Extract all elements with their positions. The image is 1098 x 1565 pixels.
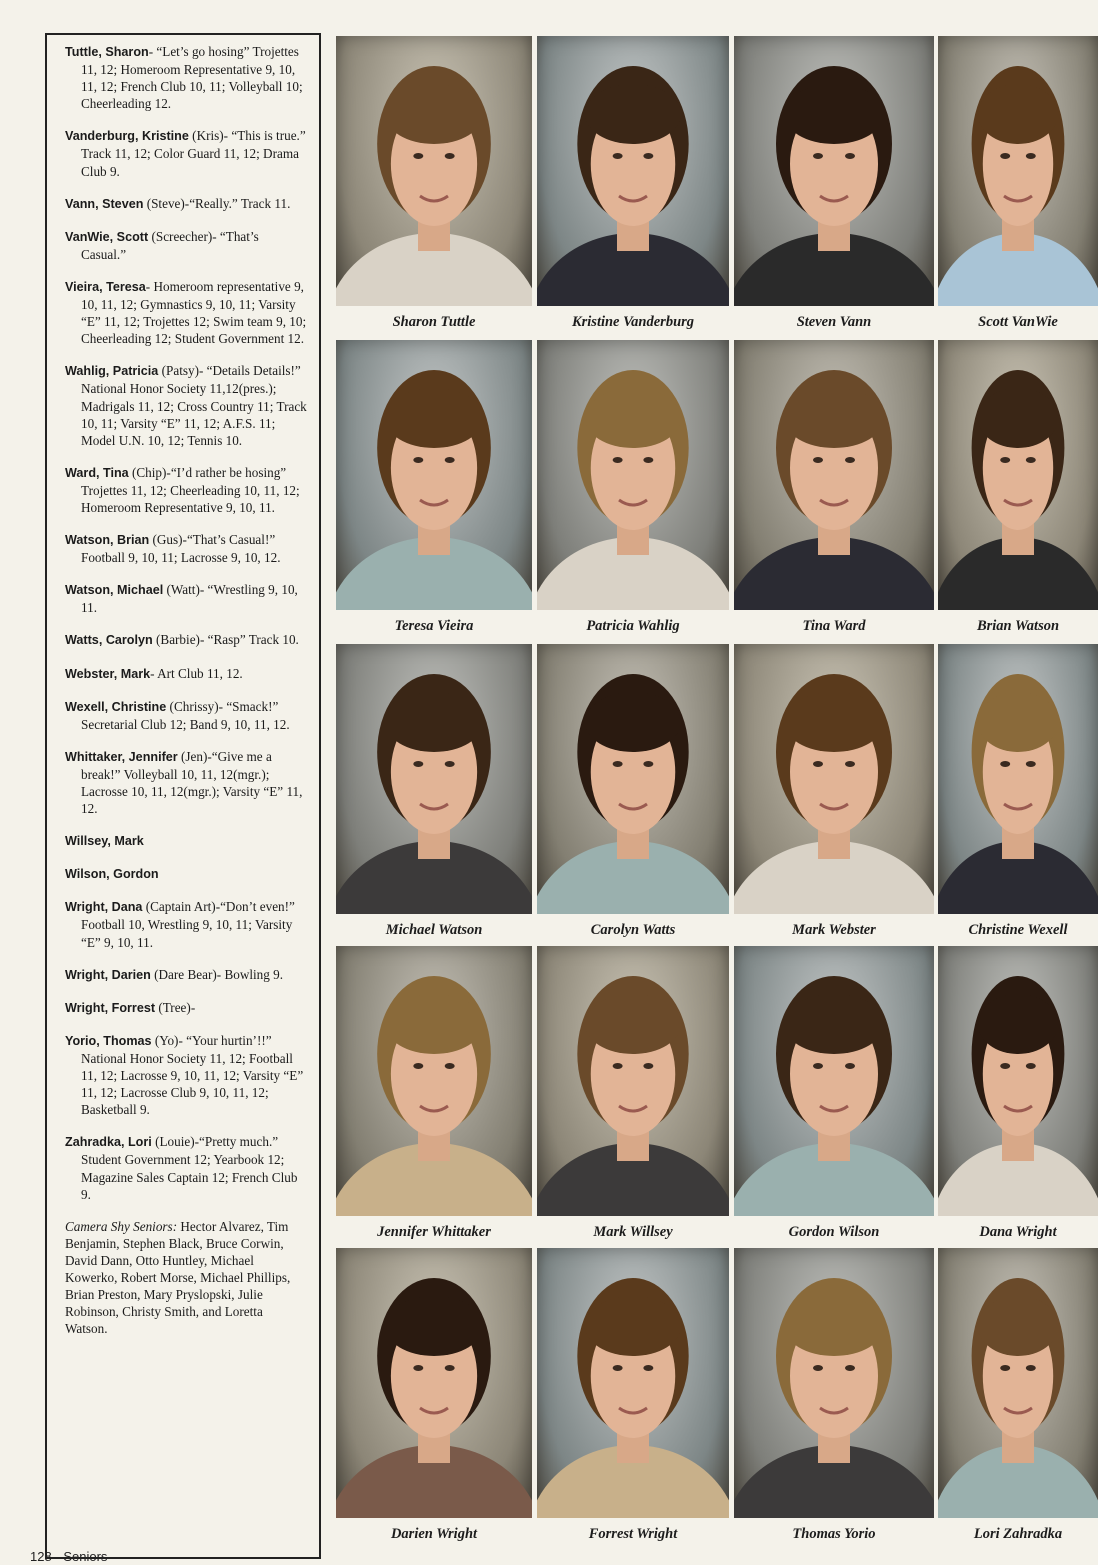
bio-entry bbox=[65, 665, 307, 683]
portrait-caption: Scott VanWie bbox=[978, 314, 1058, 330]
portrait-caption: Tina Ward bbox=[802, 618, 866, 634]
bio-entry bbox=[65, 228, 307, 263]
portrait-caption: Sharon Tuttle bbox=[392, 314, 476, 330]
bio-name: Wright, Dana bbox=[65, 900, 143, 915]
bio-nickname: (Watt) bbox=[163, 582, 200, 598]
bio-activities: - Bowling 9. bbox=[216, 966, 284, 982]
bio-activities: - “Wrestling 9, 10, 11. bbox=[81, 582, 298, 616]
portrait-photo bbox=[734, 644, 934, 914]
bio-nickname: (Louie) bbox=[151, 1134, 195, 1150]
bio-nickname: (Barbie) bbox=[152, 632, 200, 648]
portrait-photo bbox=[336, 946, 532, 1216]
bio-activities: - “Smack!” Secretarial Club 12; Band 9, 10, 11, 12. bbox=[81, 698, 290, 732]
portrait-photo bbox=[938, 644, 1098, 914]
bio-nickname: (Tree) bbox=[155, 999, 191, 1015]
portrait-caption: Patricia Wahlig bbox=[586, 618, 680, 634]
bio-entry bbox=[65, 195, 307, 213]
portrait-photo bbox=[336, 1248, 532, 1518]
portrait-photo bbox=[734, 340, 934, 610]
bio-name: Yorio, Thomas bbox=[65, 1033, 152, 1048]
bio-activities: - “Your hurtin’!!” National Honor Society 11, 12; Football 11, 12; Lacrosse 9, 10, 11, 12; Varsity “E” 11, 12; Lacrosse Club 9, 10, 11, 12; Basketball 9. bbox=[81, 1032, 304, 1118]
portrait-photo bbox=[734, 1248, 934, 1518]
bio-entry bbox=[65, 748, 307, 817]
portrait-caption: Christine Wexell bbox=[968, 922, 1068, 938]
bio-name: Zahradka, Lori bbox=[65, 1135, 152, 1150]
bio-nickname: (Dare Bear) bbox=[150, 966, 217, 982]
bio-activities: - “Let’s go hosing” Trojettes 11, 12; Homeroom Representative 9, 10, 11, 12; French Club 10, 11; Volleyball 10; Cheerleading 12. bbox=[81, 44, 303, 112]
bio-activities: -“Really.” Track 11. bbox=[184, 195, 291, 211]
bio-activities: -“Don’t even!” Football 10, Wrestling 9, 10, 11; Varsity “E” 9, 10, 11. bbox=[81, 899, 295, 950]
bio-entry bbox=[65, 1133, 307, 1202]
bio-activities: - “That’s Casual.” bbox=[81, 228, 259, 262]
bio-name: Wright, Darien bbox=[65, 967, 151, 982]
bio-activities: -“That’s Casual!” Football 9, 10, 11; Lacrosse 9, 10, 12. bbox=[81, 532, 281, 566]
bio-name: Watson, Brian bbox=[65, 533, 150, 548]
bio-activities: - “Details Details!” National Honor Society 11,12(pres.); Madrigals 11, 12; Cross Country 11; Track 10, 11; Varsity “E” 11, 12; A.F.S. 11; Model U.N. 10, 12; Tennis 10. bbox=[81, 363, 307, 448]
bio-activities: - “This is true.” Track 11, 12; Color Guard 11, 12; Drama Club 9. bbox=[81, 128, 306, 179]
bio-nickname: (Jen) bbox=[177, 748, 208, 764]
portrait-photo bbox=[938, 36, 1098, 306]
bio-entry bbox=[65, 464, 307, 516]
bio-entry bbox=[65, 631, 307, 649]
bio-activities: - Art Club 11, 12. bbox=[150, 665, 243, 681]
portrait-caption: Dana Wright bbox=[979, 1224, 1057, 1240]
bio-name: Whittaker, Jennifer bbox=[65, 749, 178, 764]
portrait-caption: Brian Watson bbox=[976, 618, 1060, 634]
bio-nickname: (Yo) bbox=[151, 1032, 179, 1048]
portrait-caption: Gordon Wilson bbox=[788, 1224, 880, 1240]
portrait-photo bbox=[537, 1248, 729, 1518]
portrait-photo bbox=[537, 946, 729, 1216]
bio-entry bbox=[65, 127, 307, 179]
bio-activities: -“Give me a break!” Volleyball 10, 11, 12(mgr.); Lacrosse 10, 11, 12(mgr.); Varsity “E” 11, 12. bbox=[81, 748, 303, 817]
portrait-photo bbox=[734, 946, 934, 1216]
bio-entry bbox=[65, 865, 307, 883]
bio-name: Wexell, Christine bbox=[65, 699, 167, 714]
portrait-photo bbox=[537, 644, 729, 914]
bio-activities: -“Pretty much.” Student Government 12; Yearbook 12; Magazine Sales Captain 12; French Club 9. bbox=[81, 1134, 298, 1202]
bio-name: Webster, Mark bbox=[65, 666, 151, 681]
bio-entry bbox=[65, 581, 307, 616]
bio-name: Watson, Michael bbox=[65, 583, 164, 598]
bio-activities: -“I’d rather be hosing” Trojettes 11, 12; Cheerleading 10, 11, 12; Homeroom Representative 9, 10, 11. bbox=[81, 464, 300, 515]
camera-shy-seniors bbox=[65, 1218, 307, 1338]
bio-nickname: (Kris) bbox=[188, 128, 224, 144]
bio-name: Vann, Steven bbox=[65, 196, 144, 211]
bio-entry bbox=[65, 832, 307, 850]
portrait-caption: Kristine Vanderburg bbox=[571, 314, 695, 330]
bio-entry bbox=[65, 278, 307, 347]
portrait-photo bbox=[938, 340, 1098, 610]
senior-bios-box bbox=[45, 33, 321, 1559]
portrait-photo bbox=[336, 340, 532, 610]
portrait-caption: Teresa Vieira bbox=[394, 618, 474, 634]
bio-nickname: (Gus) bbox=[149, 532, 183, 548]
portrait-caption: Forrest Wright bbox=[588, 1526, 678, 1542]
bio-name: Wahlig, Patricia bbox=[65, 364, 159, 379]
portrait-photo bbox=[537, 36, 729, 306]
portrait-caption: Lori Zahradka bbox=[973, 1526, 1063, 1542]
portrait-caption: Michael Watson bbox=[385, 922, 483, 938]
portrait-caption: Mark Willsey bbox=[593, 1224, 673, 1240]
bio-name: Watts, Carolyn bbox=[65, 633, 153, 648]
bio-nickname: (Steve) bbox=[143, 195, 185, 211]
bio-activities: - Homeroom representative 9, 10, 11, 12; Gymnastics 9, 10, 11; Varsity “E” 11, 12; Trojettes 12; Swim team 9, 10; Cheerleading 12; Student Government 12. bbox=[81, 278, 307, 347]
bio-name: VanWie, Scott bbox=[65, 229, 149, 244]
bio-entry bbox=[65, 531, 307, 566]
portrait-caption: Jennifer Whittaker bbox=[377, 1224, 491, 1240]
bio-nickname: (Chrissy) bbox=[166, 698, 219, 714]
bio-name: Vieira, Teresa bbox=[65, 279, 146, 294]
portrait-photo bbox=[336, 36, 532, 306]
bio-nickname: (Patsy) bbox=[158, 363, 199, 379]
bio-entry bbox=[65, 43, 307, 112]
portrait-caption: Darien Wright bbox=[390, 1526, 478, 1542]
bio-nickname: (Screecher) bbox=[148, 228, 213, 244]
portrait-caption: Thomas Yorio bbox=[792, 1526, 876, 1542]
portrait-caption: Carolyn Watts bbox=[590, 922, 676, 938]
portrait-photo bbox=[336, 644, 532, 914]
bio-nickname: (Chip) bbox=[128, 464, 167, 480]
bio-entry bbox=[65, 999, 307, 1017]
bio-name: Wright, Forrest bbox=[65, 1000, 156, 1015]
bio-activities: - bbox=[190, 999, 196, 1015]
portrait-photo bbox=[734, 36, 934, 306]
page-number: 128 bbox=[30, 1549, 52, 1564]
camera-shy-label: Camera Shy Seniors: bbox=[65, 1218, 178, 1234]
bio-entry bbox=[65, 1032, 307, 1118]
bio-name: Vanderburg, Kristine bbox=[65, 129, 189, 144]
portrait-caption: Steven Vann bbox=[796, 314, 872, 330]
portrait-caption: Mark Webster bbox=[792, 922, 876, 938]
bio-name: Tuttle, Sharon bbox=[65, 45, 149, 59]
bio-activities: - “Rasp” Track 10. bbox=[199, 632, 299, 648]
bio-nickname: (Captain Art) bbox=[142, 899, 216, 915]
bio-name: Ward, Tina bbox=[65, 465, 129, 480]
bio-name: Wilson, Gordon bbox=[65, 867, 159, 882]
camera-shy-names: Hector Alvarez, Tim Benjamin, Stephen Black, Bruce Corwin, David Dann, Otto Huntley, Michael Kowerko, Robert Morse, Michael Phillips, Brian Preston, Mary Pryslopski, Julie Robinson, Christy Smith, and Loretta Watson. bbox=[65, 1218, 291, 1337]
bio-entry bbox=[65, 966, 307, 984]
page-footer bbox=[30, 1549, 115, 1564]
portrait-photo bbox=[938, 946, 1098, 1216]
bio-entry bbox=[65, 698, 307, 733]
section-label: Seniors bbox=[63, 1549, 108, 1564]
bio-entry bbox=[65, 898, 307, 950]
bio-entry bbox=[65, 362, 307, 448]
portrait-photo bbox=[938, 1248, 1098, 1518]
bio-name: Willsey, Mark bbox=[65, 834, 144, 849]
portrait-photo bbox=[537, 340, 729, 610]
